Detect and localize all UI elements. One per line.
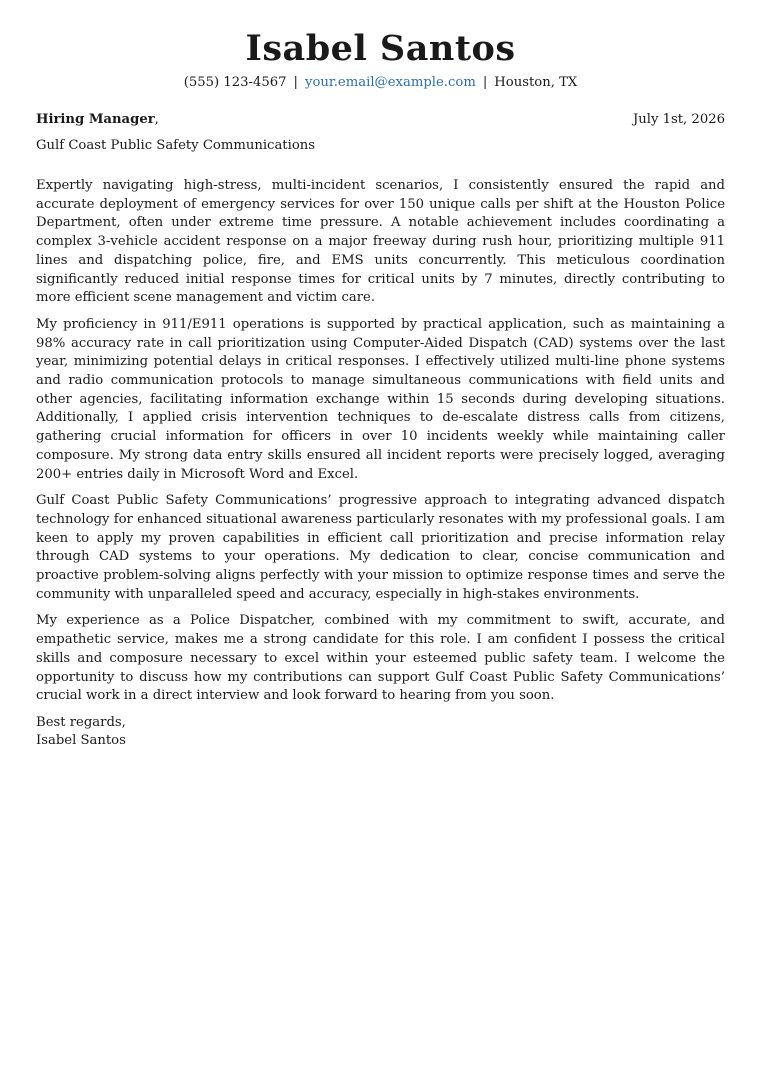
letter-body bbox=[36, 177, 725, 706]
body-paragraph: My proficiency in 911/E911 operations is supported by practical application, such as maintaining a 98% accuracy rate in call prioritization using Computer-Aided Dispatch (CAD) systems over the last year, minimizing potential delays in critical responses. I effectively utilized multi-line phone systems and radio communication protocols to manage simultaneous communications with field units and other agencies, facilitating information exchange within 15 seconds during developing situations. Additionally, I applied crisis intervention techniques to de-escalate distress calls from citizens, gathering crucial information for officers in over 10 incidents weekly while maintaining caller composure. My strong data entry skills ensured all incident reports were precisely logged, averaging 200+ entries daily in Microsoft Word and Excel. bbox=[36, 316, 725, 482]
letter-date: July 1st, 2026 bbox=[632, 112, 725, 127]
location: Houston, TX bbox=[494, 75, 578, 90]
recipient-line bbox=[36, 111, 159, 129]
separator: | bbox=[482, 75, 488, 90]
recipient-name: Hiring Manager bbox=[36, 112, 155, 127]
applicant-name: Isabel Santos bbox=[245, 28, 516, 69]
closing-salutation: Best regards, bbox=[36, 714, 126, 730]
company-name: Gulf Coast Public Safety Communications bbox=[36, 138, 316, 153]
phone-number: (555) 123-4567 bbox=[183, 75, 287, 90]
body-paragraph: Expertly navigating high-stress, multi-incident scenarios, I consistently ensured the rapid and accurate deployment of emergency services for over 150 unique calls per shift at the Houston Police Department, often under extreme time pressure. A notable achievement includes coordinating a complex 3-vehicle accident response on a major freeway during rush hour, prioritizing multiple 911 lines and dispatching police, fire, and EMS units concurrently. This meticulous coordination significantly reduced initial response times for critical units by 7 minutes, directly contributing to more efficient scene management and victim care. bbox=[36, 178, 725, 306]
recipient-punctuation: , bbox=[154, 112, 159, 127]
body-paragraph: Gulf Coast Public Safety Communications’ progressive approach to integrating advanced dispatch technology for enhanced situational awareness particularly resonates with my professional goals. I am keen to apply my proven capabilities in efficient call prioritization and precise information relay through CAD systems to your operations. My dedication to clear, concise communication and proactive problem-solving aligns perfectly with your mission to optimize response times and serve the community with unparalleled speed and accuracy, especially in high-stakes environments. bbox=[36, 493, 725, 602]
recipient-date-row bbox=[36, 111, 725, 129]
body-paragraph: My experience as a Police Dispatcher, combined with my commitment to swift, accurate, and empathetic service, makes me a strong candidate for this role. I am confident I possess the critical skills and composure necessary to excel within your esteemed public safety team. I welcome the opportunity to discuss how my contributions can support Gulf Coast Public Safety Communications’ crucial work in a direct interview and look forward to hearing from you soon. bbox=[36, 613, 725, 704]
email-link[interactable]: your.email@example.com bbox=[305, 75, 476, 90]
signature-name: Isabel Santos bbox=[36, 733, 126, 749]
cover-letter-page bbox=[36, 28, 725, 751]
closing-block bbox=[36, 714, 725, 751]
separator: | bbox=[293, 75, 298, 90]
contact-line bbox=[36, 74, 725, 92]
